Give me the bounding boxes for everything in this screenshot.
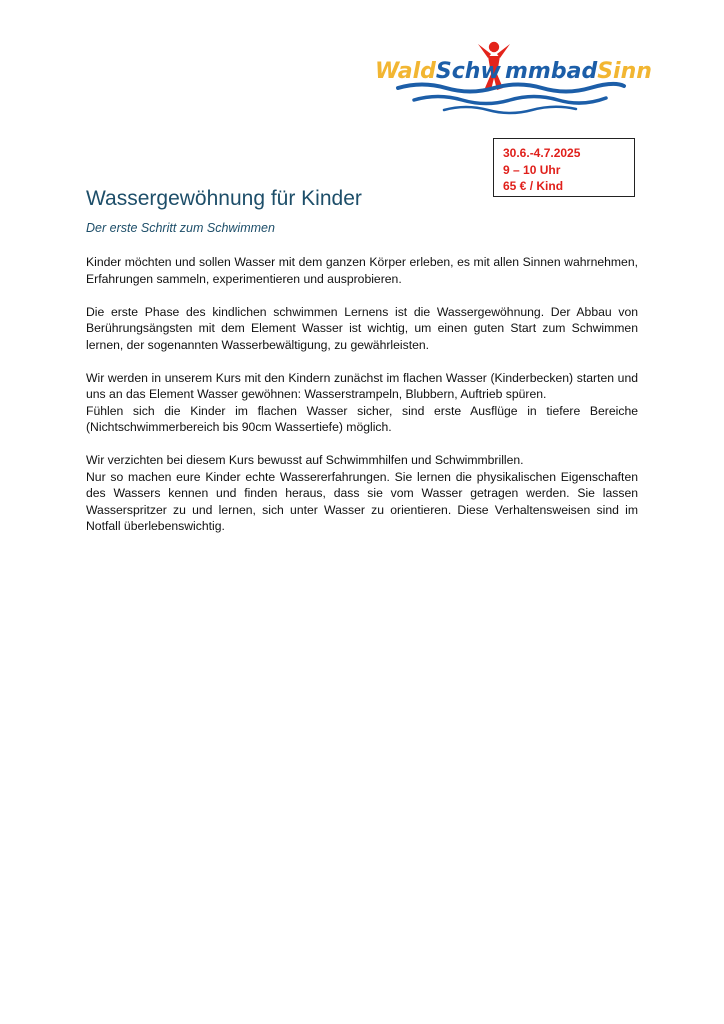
logo-text-schw: Schw bbox=[435, 59, 501, 84]
paragraph-deep-water: Fühlen sich die Kinder im flachen Wasser sicher, sind erste Ausflüge in tiefere Bereiche (Nichtschwimmerbereich bis 90cm Wassertiefe) möglich. bbox=[86, 403, 638, 434]
logo-text-mmbad: mmbad bbox=[505, 59, 598, 84]
course-date: 30.6.-4.7.2025 bbox=[503, 146, 581, 160]
paragraph-course: Wir werden in unserem Kurs mit den Kindern zunächst im flachen Wasser (Kinderbecken) starten und uns an das Element Wasser gewöhnen: Wasserstrampeln, Blubbern, Auftrieb spüren. bbox=[86, 370, 638, 401]
svg-text:mmbadSinn bbox=[505, 59, 652, 84]
logo-graphic bbox=[374, 40, 652, 114]
course-price: 65 € / Kind bbox=[503, 179, 564, 193]
paragraph-phase: Die erste Phase des kindlichen schwimmen Lernens ist die Wassergewöhnung. Der Abbau von Berührungsängsten mit dem Element Wasser ist wichtig, um einen guten Start zum Schwimmen lernen, der sogenannten Wasserbewältigung, zu gewährleisten. bbox=[86, 304, 638, 352]
course-time: 9 – 10 Uhr bbox=[503, 162, 561, 177]
page-subtitle: Der erste Schritt zum Schwimmen bbox=[86, 221, 275, 235]
logo bbox=[374, 40, 652, 114]
svg-text:WaldSchw bbox=[375, 59, 501, 84]
body-text bbox=[86, 254, 638, 551]
logo-text-wald: Wald bbox=[375, 59, 436, 84]
course-info-box bbox=[493, 138, 635, 197]
paragraph-intro: Kinder möchten und sollen Wasser mit dem ganzen Körper erleben, es mit allen Sinnen wahrnehmen, Erfahrungen sammeln, experimentieren und ausprobieren. bbox=[86, 255, 638, 286]
paragraph-experience: Nur so machen eure Kinder echte Wassererfahrungen. Sie lernen die physikalischen Eigenschaften des Wassers kennen und finden heraus, dass sie vom Wasser getragen werden. Sie lassen Wasserspritzer zu und lernen, sich unter Wasser zu orientieren. Diese Verhaltensweisen sind im Notfall überlebenswichtig. bbox=[86, 469, 638, 533]
logo-text-sinn: Sinn bbox=[597, 59, 652, 84]
paragraph-no-aids: Wir verzichten bei diesem Kurs bewusst auf Schwimmhilfen und Schwimmbrillen. bbox=[86, 453, 524, 467]
waves-icon bbox=[398, 84, 624, 113]
page-title: Wassergewöhnung für Kinder bbox=[86, 187, 362, 210]
